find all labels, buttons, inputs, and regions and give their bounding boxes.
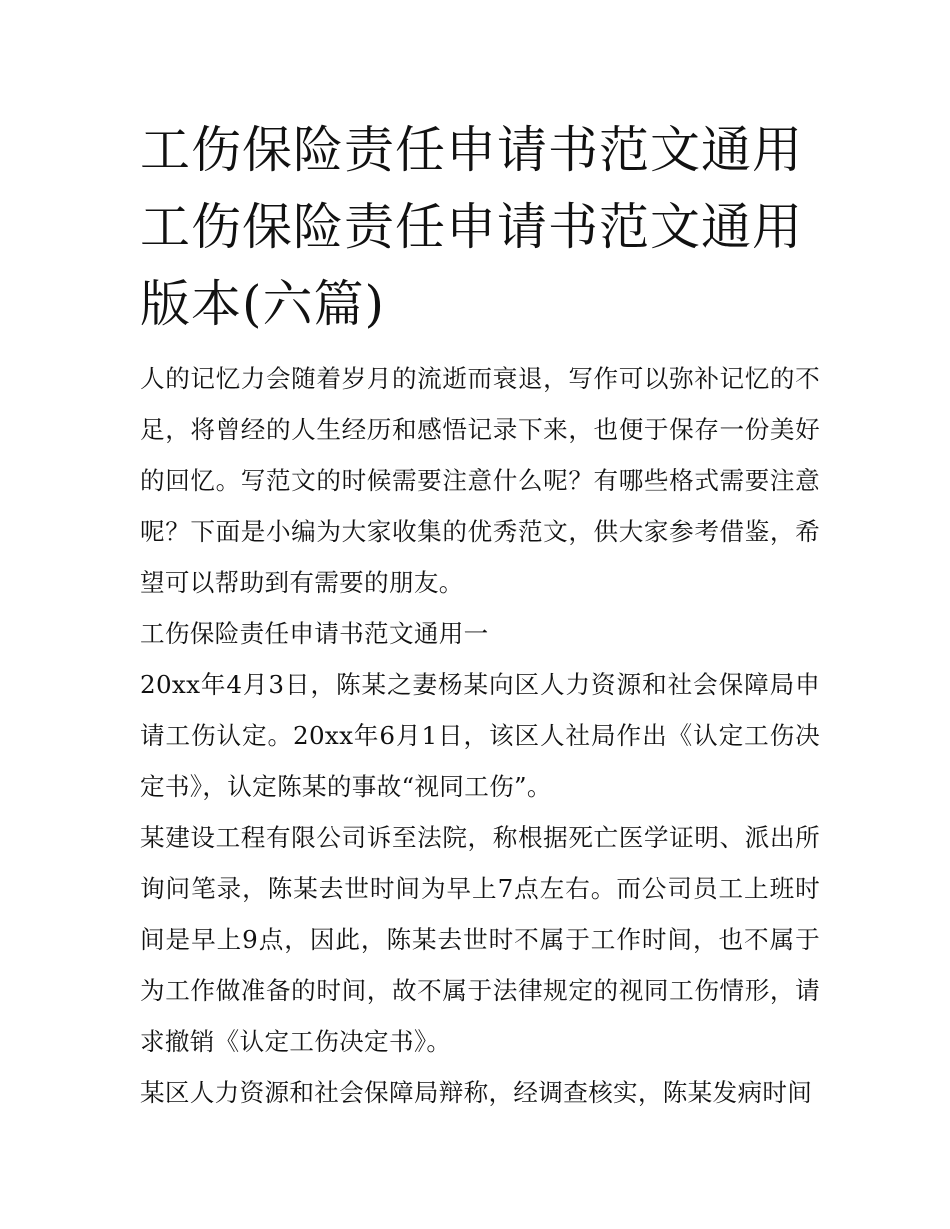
document-body <box>140 112 820 1118</box>
body-paragraph: 20xx年4月3日，陈某之妻杨某向区人力资源和社会保障局申请工伤认定。20xx年6月1日，该区人社局作出《认定工伤决定书》，认定陈某的事故“视同工伤”。 <box>140 670 820 801</box>
intro-paragraph: 人的记忆力会随着岁月的流逝而衰退，写作可以弥补记忆的不足，将曾经的人生经历和感悟记录下来，也便于保存一份美好的回忆。写范文的时候需要注意什么呢？有哪些格式需要注意呢？下面是小编为大家收集的优秀范文，供大家参考借鉴，希望可以帮助到有需要的朋友。 <box>140 364 820 597</box>
document-title: 工伤保险责任申请书范文通用工伤保险责任申请书范文通用版本(六篇) <box>140 121 803 333</box>
body-paragraph: 某区人力资源和社会保障局辩称，经调查核实，陈某发病时间 <box>140 1078 813 1107</box>
body-paragraph: 某建设工程有限公司诉至法院，称根据死亡医学证明、派出所询问笔录，陈某去世时间为早上7点左右。而公司员工上班时间是早上9点，因此，陈某去世时不属于工作时间，也不属于为工作做准备的时间，故不属于法律规定的视同工伤情形，请求撤销《认定工伤决定书》。 <box>140 823 820 1056</box>
section-heading: 工伤保险责任申请书范文通用一 <box>140 619 489 648</box>
